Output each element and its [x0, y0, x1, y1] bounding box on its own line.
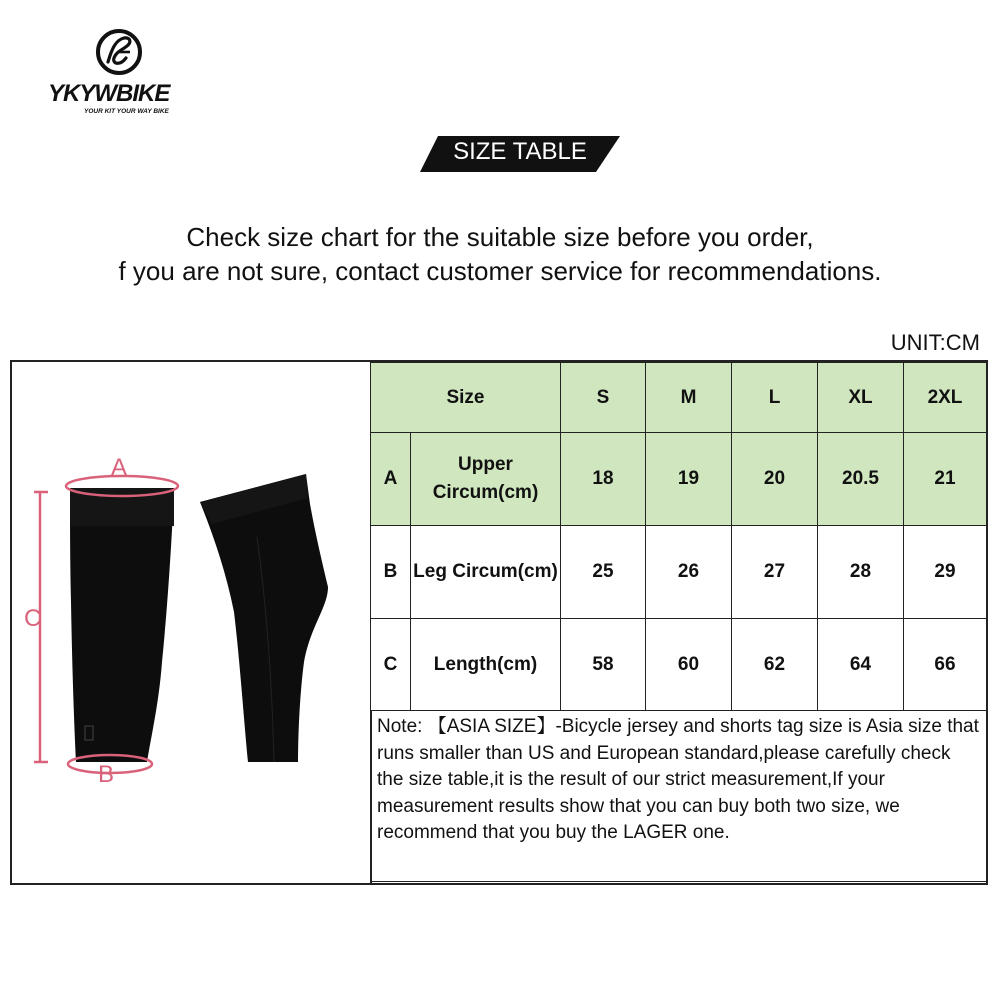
- brand-name: YKYWBIKE: [48, 80, 170, 107]
- row-label: [411, 433, 561, 526]
- header-size-label: Size: [371, 363, 561, 433]
- table-cell: 21: [904, 433, 987, 526]
- size-chart-frame: [10, 360, 988, 885]
- measure-label-a: A: [111, 454, 128, 481]
- intro-text: [0, 220, 1000, 288]
- table-cell: 62: [732, 619, 818, 711]
- header-size: M: [646, 363, 732, 433]
- header-size: 2XL: [904, 363, 987, 433]
- table-cell: 19: [646, 433, 732, 526]
- table-row: [371, 619, 987, 711]
- table-cell: 20: [732, 433, 818, 526]
- size-table-banner: [420, 134, 625, 174]
- header-size: L: [732, 363, 818, 433]
- measure-label-b: B: [98, 761, 115, 788]
- table-cell: 25: [561, 526, 646, 619]
- table-cell: 64: [818, 619, 904, 711]
- header-size: S: [561, 363, 646, 433]
- header-size: XL: [818, 363, 904, 433]
- note-row: [371, 711, 987, 882]
- knee-sleeve-front: [70, 488, 174, 762]
- table-cell: 60: [646, 619, 732, 711]
- row-label: Leg Circum(cm): [411, 526, 561, 619]
- row-label-line: Circum(cm): [432, 482, 539, 503]
- row-key: A: [371, 433, 411, 526]
- table-cell: 20.5: [818, 433, 904, 526]
- intro-line-1: Check size chart for the suitable size before you order,: [186, 222, 814, 252]
- table-cell: 27: [732, 526, 818, 619]
- table-cell: 28: [818, 526, 904, 619]
- table-cell: 26: [646, 526, 732, 619]
- table-cell: 18: [561, 433, 646, 526]
- intro-line-2: f you are not sure, contact customer service for recommendations.: [118, 256, 882, 286]
- brand-tagline: YOUR KIT YOUR WAY BIKE: [84, 108, 169, 115]
- bike-logo-icon: [94, 28, 154, 80]
- table-header-row: [371, 363, 987, 433]
- measure-label-c: C: [24, 605, 42, 632]
- table-row: [371, 433, 987, 526]
- size-table: [370, 362, 987, 882]
- size-note: Note: 【ASIA SIZE】-Bicycle jersey and shorts tag size is Asia size that runs smaller than US and European standard,please carefully check the size table,it is the result of our strict measurement,If your measurement results show that you can buy both two size, we recommend that you buy the LAGER one.: [371, 711, 987, 882]
- row-key: B: [371, 526, 411, 619]
- table-cell: 29: [904, 526, 987, 619]
- table-cell: 66: [904, 619, 987, 711]
- table-cell: 58: [561, 619, 646, 711]
- unit-label: UNIT:CM: [890, 330, 980, 355]
- brand-logo: [40, 28, 210, 118]
- product-diagram: [12, 362, 372, 883]
- row-key: C: [371, 619, 411, 711]
- row-label-line: Upper: [458, 454, 513, 475]
- row-label: Length(cm): [411, 619, 561, 711]
- page-title: SIZE TABLE: [453, 138, 587, 165]
- table-row: [371, 526, 987, 619]
